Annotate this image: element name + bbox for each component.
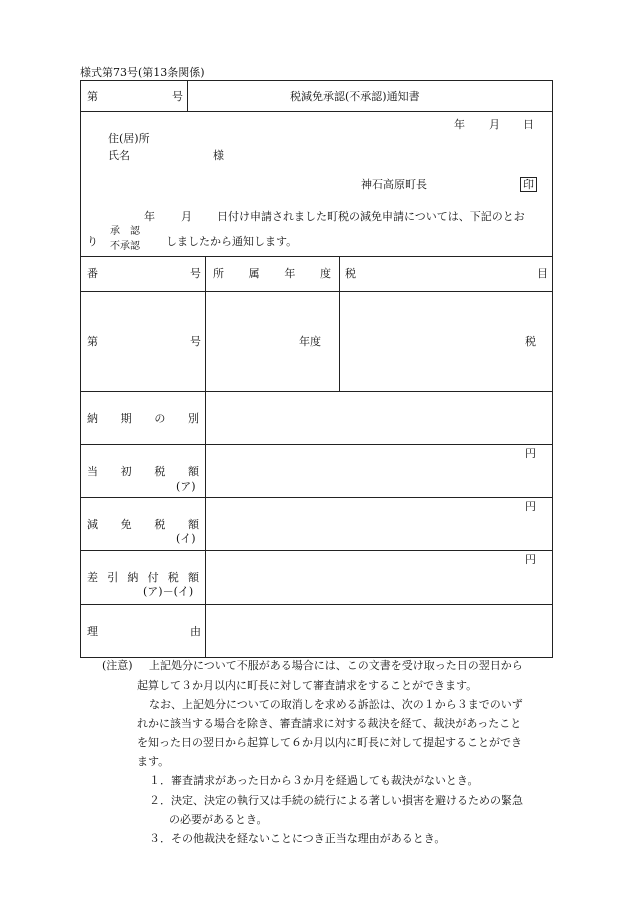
date-month: 月 [489,118,500,131]
yen-genmen: 円 [525,500,536,513]
body-line1: 日付け申請されました町税の減免申請については、下記のとお [217,210,525,223]
body-ri: り [87,235,98,248]
notes-p2a: なお、上記処分についての取消しを求める訴訟は、次の１から３までのいず [149,698,523,711]
notes-item-2b: の必要があるとき。 [169,813,268,826]
seal-mark: 印 [520,177,537,192]
label-sashihiki: 差 引 納 付 税 額 [87,571,199,584]
label-genmen-sub: (イ) [176,532,196,545]
col-zeimoku-moku: 目 [537,267,548,280]
row-go: 号 [190,335,201,348]
notes-item-2a: ２．決定、決定の執行又は手続の続行による著しい損害を避けるための緊急 [149,794,523,807]
address-label: 住(居)所 [108,132,150,145]
table-row-line-5 [80,604,553,605]
header-go: 号 [172,90,183,103]
body-line2: しましたから通知します。 [166,235,298,248]
notes-p1a: 上記処分について不服がある場合には、この文書を受け取った日の翌日から [149,659,523,672]
notes-label: (注意) [102,659,133,672]
notes-p2c: を知った日の翌日から起算して６か月以内に町長に対して提起することができ [137,736,522,749]
table-label-divider [205,256,206,658]
name-label: 氏名 [108,149,130,162]
header-divider [80,111,553,112]
row-zei: 税 [525,335,536,348]
header-vertical-divider [187,80,188,111]
table-year-divider [339,256,340,391]
notes-p2d: ます。 [137,755,170,768]
yen-tosho: 円 [525,447,536,460]
form-number-label: 様式第73号(第13条関係) [80,66,205,79]
label-tosho-sub: (ア) [176,480,196,493]
body-month: 月 [181,210,192,223]
table-row-line-1 [80,391,553,392]
col-bango [87,268,199,279]
notes-item-3: ３．その他裁決を経ないことにつき正当な理由があるとき。 [149,832,446,845]
table-header-line [80,291,553,292]
col-bango-ban: 番 [87,267,98,280]
issuer-name: 神石高原町長 [361,178,427,191]
document-title: 税減免承認(不承認)通知書 [290,90,420,103]
table-row-line-2 [80,444,553,445]
col-zeimoku-zei: 税 [345,267,356,280]
notes-p2b: れかに該当する場合を除き、審査請求に対する裁決を経て、裁決があったこと [137,717,522,730]
label-genmen-zeigaku: 減 免 税 額 [87,518,199,531]
table-row-line-4 [80,550,553,551]
row-nendo: 年度 [299,335,321,348]
header-dai: 第 [87,90,98,103]
table-row-line-3 [80,497,553,498]
notes-p1b: 起算して３か月以内に町長に対して審査請求をすることができます。 [137,679,478,692]
label-riyu-ri: 理 [87,625,98,638]
body-year: 年 [144,210,155,223]
yen-sashihiki: 円 [525,553,536,566]
row-dai: 第 [87,335,98,348]
label-noki: 納 期 の 別 [87,412,199,425]
table-top-line [80,256,553,257]
col-bango-go: 号 [190,267,201,280]
notes-item-1: １．審査請求があった日から３か月を経過しても裁決がないとき。 [149,774,479,787]
date-day: 日 [523,118,534,131]
label-riyu-yu: 由 [190,625,201,638]
disapprove-option: 不承認 [110,241,140,252]
label-tosho-zeigaku: 当 初 税 額 [87,465,199,478]
col-shozoku-nendo: 所 属 年 度 [213,267,331,280]
label-sashihiki-sub: (ア)－(イ) [143,585,194,598]
approve-option: 承 認 [110,226,140,237]
honorific-sama: 様 [213,149,224,162]
date-year: 年 [454,118,465,131]
